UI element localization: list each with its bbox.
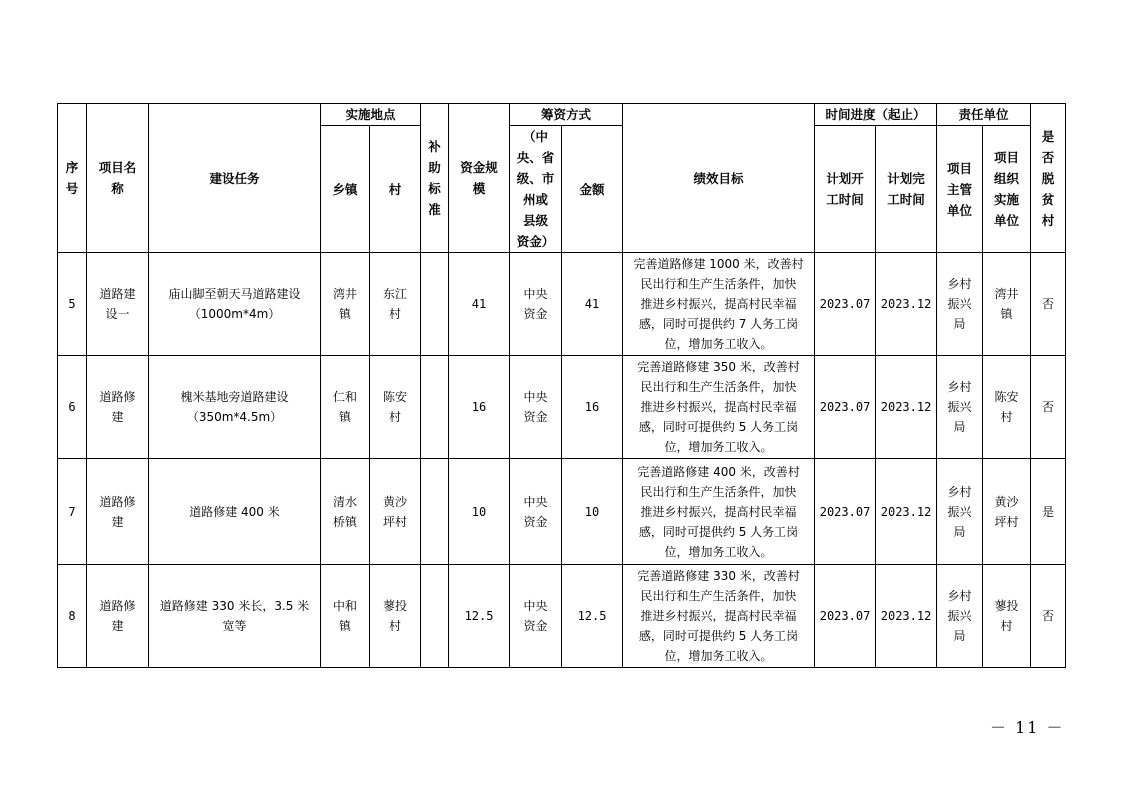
table-row <box>58 253 1066 356</box>
row-task: 道路修建 330 米长，3.5 米 宽等 <box>149 565 321 668</box>
row-name: 道路修 建 <box>87 356 149 459</box>
header-village: 村 <box>370 126 421 253</box>
row-supervisor: 乡村 振兴 局 <box>937 356 983 459</box>
header-funding: 筹资方式 <box>510 104 623 126</box>
row-supervisor: 乡村 振兴 局 <box>937 459 983 565</box>
row-source: 中央 资金 <box>510 356 562 459</box>
row-name: 道路建 设一 <box>87 253 149 356</box>
table-row <box>58 565 1066 668</box>
row-amount: 16 <box>562 356 623 459</box>
table-body <box>58 253 1066 668</box>
row-seq: 8 <box>58 565 87 668</box>
row-start: 2023.07 <box>815 459 876 565</box>
table-row <box>58 356 1066 459</box>
header-implementer: 项目 组织 实施 单位 <box>983 126 1031 253</box>
header-amount: 金额 <box>562 126 623 253</box>
row-end: 2023.12 <box>876 253 937 356</box>
row-amount: 10 <box>562 459 623 565</box>
row-name: 道路修 建 <box>87 565 149 668</box>
row-subsidy <box>421 459 449 565</box>
row-implementer: 湾井 镇 <box>983 253 1031 356</box>
row-task: 庙山脚至朝天马道路建设 （1000m*4m） <box>149 253 321 356</box>
row-start: 2023.07 <box>815 253 876 356</box>
header-start: 计划开 工时间 <box>815 126 876 253</box>
row-amount: 12.5 <box>562 565 623 668</box>
row-supervisor: 乡村 振兴 局 <box>937 253 983 356</box>
row-source: 中央 资金 <box>510 459 562 565</box>
header-subsidy: 补 助 标 准 <box>421 104 449 253</box>
row-village: 黄沙 坪村 <box>370 459 421 565</box>
row-village: 东江 村 <box>370 253 421 356</box>
header-end: 计划完 工时间 <box>876 126 937 253</box>
row-seq: 7 <box>58 459 87 565</box>
row-town: 仁和 镇 <box>321 356 370 459</box>
header-responsible: 责任单位 <box>937 104 1031 126</box>
header-poor-village: 是 否 脱 贫 村 <box>1031 104 1066 253</box>
row-start: 2023.07 <box>815 356 876 459</box>
table-header <box>58 104 1066 253</box>
row-end: 2023.12 <box>876 356 937 459</box>
header-seq: 序 号 <box>58 104 87 253</box>
header-name: 项目名 称 <box>87 104 149 253</box>
row-task: 道路修建 400 米 <box>149 459 321 565</box>
row-poor: 否 <box>1031 356 1066 459</box>
row-task: 槐米基地旁道路建设 （350m*4.5m） <box>149 356 321 459</box>
row-start: 2023.07 <box>815 565 876 668</box>
row-poor: 否 <box>1031 565 1066 668</box>
row-seq: 5 <box>58 253 87 356</box>
row-source: 中央 资金 <box>510 565 562 668</box>
row-village: 蓼投 村 <box>370 565 421 668</box>
row-scale: 10 <box>449 459 510 565</box>
header-scale: 资金规 模 <box>449 104 510 253</box>
header-schedule: 时间进度（起止） <box>815 104 937 126</box>
row-goal: 完善道路修建 1000 米，改善村 民出行和生产生活条件，加快 推进乡村振兴，提高村民幸福 感，同时可提供约 7 人务工岗 位，增加务工收入。 <box>623 253 815 356</box>
row-town: 湾井 镇 <box>321 253 370 356</box>
row-village: 陈安 村 <box>370 356 421 459</box>
row-implementer: 陈安 村 <box>983 356 1031 459</box>
row-goal: 完善道路修建 350 米，改善村 民出行和生产生活条件，加快 推进乡村振兴，提高村民幸福 感，同时可提供约 5 人务工岗 位，增加务工收入。 <box>623 356 815 459</box>
row-scale: 41 <box>449 253 510 356</box>
row-end: 2023.12 <box>876 459 937 565</box>
row-amount: 41 <box>562 253 623 356</box>
table-row <box>58 459 1066 565</box>
header-town: 乡镇 <box>321 126 370 253</box>
row-town: 清水 桥镇 <box>321 459 370 565</box>
header-source: （中 央、省 级、市 州或 县级 资金） <box>510 126 562 253</box>
row-source: 中央 资金 <box>510 253 562 356</box>
row-subsidy <box>421 253 449 356</box>
row-supervisor: 乡村 振兴 局 <box>937 565 983 668</box>
header-supervisor: 项目 主管 单位 <box>937 126 983 253</box>
row-subsidy <box>421 565 449 668</box>
project-table <box>57 103 1066 668</box>
row-town: 中和 镇 <box>321 565 370 668</box>
row-scale: 16 <box>449 356 510 459</box>
header-task: 建设任务 <box>149 104 321 253</box>
row-implementer: 黄沙 坪村 <box>983 459 1031 565</box>
row-seq: 6 <box>58 356 87 459</box>
row-goal: 完善道路修建 330 米，改善村 民出行和生产生活条件，加快 推进乡村振兴，提高村民幸福 感，同时可提供约 5 人务工岗 位，增加务工收入。 <box>623 565 815 668</box>
row-subsidy <box>421 356 449 459</box>
header-location: 实施地点 <box>321 104 421 126</box>
row-scale: 12.5 <box>449 565 510 668</box>
row-name: 道路修 建 <box>87 459 149 565</box>
row-goal: 完善道路修建 400 米，改善村 民出行和生产生活条件，加快 推进乡村振兴，提高村民幸福 感，同时可提供约 5 人务工岗 位，增加务工收入。 <box>623 459 815 565</box>
row-end: 2023.12 <box>876 565 937 668</box>
row-poor: 否 <box>1031 253 1066 356</box>
row-implementer: 蓼投 村 <box>983 565 1031 668</box>
header-goal: 绩效目标 <box>623 104 815 253</box>
page-number: － 11 － <box>990 718 1065 737</box>
row-poor: 是 <box>1031 459 1066 565</box>
